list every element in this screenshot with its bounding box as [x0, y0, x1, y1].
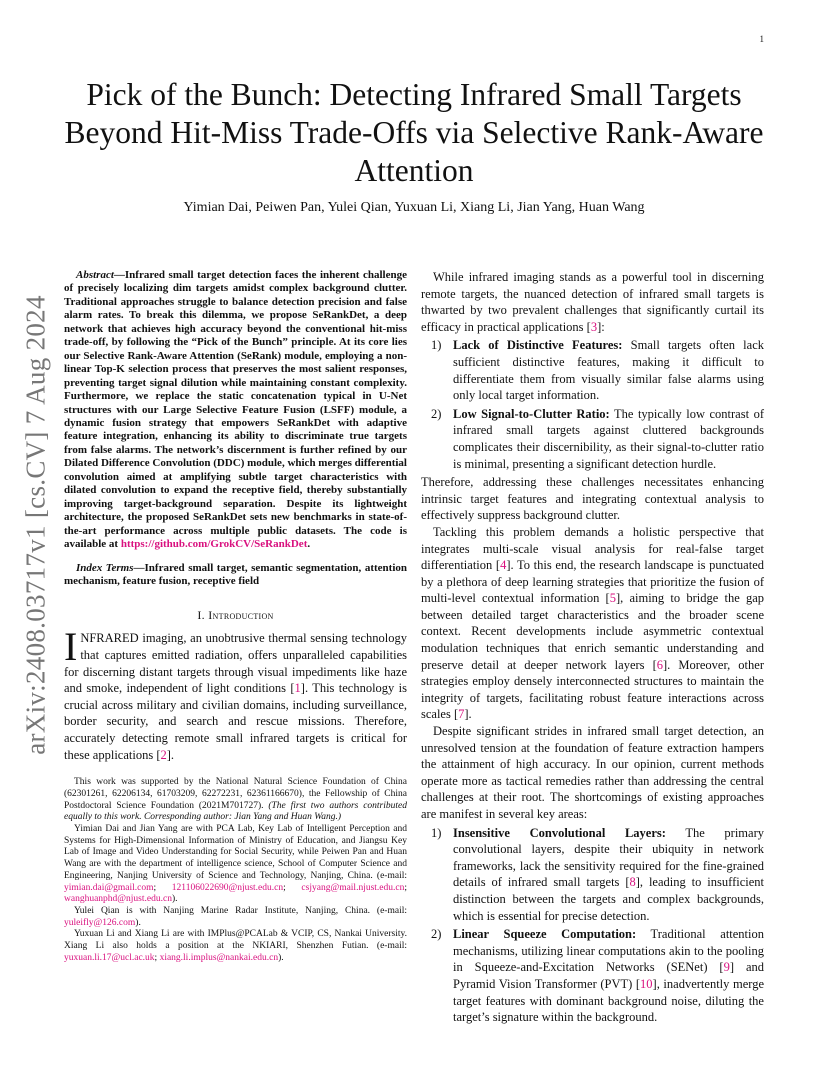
email-link[interactable]: 121106022690@njust.edu.cn: [171, 882, 284, 893]
affiliation-end: ).: [135, 917, 141, 928]
paragraph-text: ].: [464, 707, 472, 722]
list-item-title: Low Signal-to-Clutter Ratio:: [453, 406, 610, 421]
list-item-text: ], inadvertently merge target features with dominant background noise, diluting the target’s signature within the background.: [453, 976, 764, 1025]
paragraph-text: Tackling this problem demands a holistic perspective that integrates multi-scale visual analysis for real-false target differentiation [: [421, 524, 764, 573]
abstract: [64, 269, 407, 552]
affiliation-end: ).: [278, 952, 284, 963]
index-terms-label: Index Terms: [76, 561, 134, 574]
list-item-text: ] and Pyramid Vision Transformer (PVT) [: [453, 960, 764, 991]
footnote-affiliation-3: Yuxuan Li and Xiang Li are with IMPlus@PCALab & VCIP, CS, Nankai University. Xiang Li also holds a position at the NKIARI, Shenzhen Futian. (e-mail: yuxuan.li.17@ucl.ac.uk; xiang.li.implus@nankai.edu.cn).: [64, 929, 407, 963]
affiliation-text: Yuxuan Li and Xiang Li are with IMPlus@PCALab & VCIP, CS, Nankai University. Xiang Li also holds a position at the NKIARI, Shenzhen Futian. (e-mail:: [64, 929, 407, 952]
affiliation-text: Yimian Dai and Jian Yang are with PCA Lab, Key Lab of Intelligent Perception and Systems for High-Dimensional Information of Ministry of Education, and Jiangsu Key Lab of Image and Video Understanding for Social Security, while Peiwen Pan and Huan Wang are with the department of intelligence science, School of Computer Science and Engineering, Nanjing University of Science and Technology, Nanjing, China. (e-mail:: [64, 823, 407, 881]
citation-8[interactable]: 8: [629, 875, 636, 890]
arxiv-watermark: [6, 285, 66, 765]
email-link[interactable]: csjyang@mail.njust.edu.cn: [301, 882, 405, 893]
citation-10[interactable]: 10: [640, 976, 653, 991]
citation-7[interactable]: 7: [458, 707, 465, 722]
abstract-end: .: [307, 538, 311, 551]
email-link[interactable]: wanghuanphd@njust.edu.cn: [64, 894, 172, 905]
list-item-text: ], leading to insufficient distinction between the targets and complex backgrounds, which is essential for precise detection.: [453, 875, 764, 923]
abstract-label: Abstract: [76, 269, 114, 281]
citation-9[interactable]: 9: [723, 960, 730, 975]
arxiv-id: arXiv:2408.03717v1 [cs.CV] 7 Aug 2024: [20, 295, 51, 755]
challenge-list: [421, 337, 764, 472]
index-terms: [64, 562, 407, 589]
citation-3[interactable]: 3: [590, 319, 598, 334]
page-number: 1: [759, 34, 764, 44]
footnotes: [64, 777, 407, 964]
funding-text: This work was supported by the National Natural Science Foundation of China (62301261, 62206134, 61703209, 62272231, 62361166670), the Fellowship of China Postdoctoral Science Foundation (2021M701727).: [64, 777, 407, 811]
section-heading-introduction: [64, 608, 407, 623]
list-item: [421, 406, 764, 472]
section-title: Introduction: [208, 608, 274, 623]
citation-1[interactable]: 1: [294, 681, 301, 696]
list-number: 1): [431, 825, 442, 840]
right-column: [421, 269, 764, 1028]
list-item: [421, 926, 764, 1026]
paragraph-holistic: [421, 524, 764, 723]
equal-contribution-note: (The first two authors contributed equally to this work. Corresponding author: Jian Yang and Huan Wang.): [64, 800, 407, 823]
citation-4[interactable]: 4: [500, 558, 507, 573]
footnote-funding: [64, 777, 407, 824]
intro-paragraph: [64, 624, 407, 763]
paragraph-therefore: Therefore, addressing these challenges necessitates enhancing intrinsic target features and integrating contextual analysis to effectively suppress background clutter.: [421, 475, 764, 523]
list-item-text: The typically low contrast of infrared small targets against cluttered backgrounds complicates their discernibility, as their signal-to-clutter ratio is minimal, presenting a significant detection hurdle.: [453, 406, 764, 471]
section-numeral: I.: [197, 608, 205, 623]
paragraph-challenges: [421, 269, 764, 335]
citation-5[interactable]: 5: [609, 591, 616, 606]
affiliation-end: ).: [171, 894, 178, 905]
abstract-text: —Infrared small target detection faces the inherent challenge of precisely localizing dim targets amidst complex background clutter. Traditional approaches struggle to balance detection precision and false alarm rates. To break this dilemma, we propose SeRankDet, a deep network that achieves high accuracy beyond the conventional hit-miss trade-off, by following the “Pick of the Bunch” principle. At its core lies our Selective Rank-Aware Attention (SeRank) module, employing a non-linear Top-K selection process that preserves the most salient responses, preventing target signal dilution while maintaining constant complexity. Furthermore, we replace the static concatenation typical in U-Net structures with our Large Selective Feature Fusion (LSFF) module, a dynamic fusion strategy that empowers SeRankDet with adaptive feature integration, enhancing its ability to discriminate true targets from false alarms. The network’s discernment is further refined by our Dilated Difference Convolution (DDC) module, which merges differential convolution aimed at amplifying subtle target characteristics with dilated convolution to expand the receptive field, thereby substantially improving target-background separation. Despite its lightweight architecture, the proposed SeRankDet sets new benchmarks in state-of-the-art performance across multiple public datasets. The code is available at: [64, 269, 407, 551]
list-item-text: Traditional attention mechanisms, utilizing linear computations akin to the pooling in Squeeze-and-Excitation Networks (SENet) [: [453, 927, 765, 975]
paragraph-text: While infrared imaging stands as a powerful tool in discerning remote targets, the nuanced detection of infrared small targets is thwarted by two prevalent challenges that significantly curtail its efficacy in practical applications [: [421, 270, 764, 334]
list-item-text: Small targets often lack sufficient distinctive features, making it difficult to differentiate them from visually similar false alarms using only local target information.: [453, 338, 765, 403]
email-link[interactable]: yuxuan.li.17@ucl.ac.uk: [64, 952, 155, 963]
left-column: [64, 269, 407, 964]
paragraph-text: ]:: [597, 319, 605, 334]
list-item-title: Linear Squeeze Computation:: [453, 927, 637, 942]
index-terms-text: —Infrared small target, semantic segmentation, attention mechanism, feature fusion, receptive field: [64, 561, 407, 587]
email-link[interactable]: yimian.dai@gmail.com: [64, 882, 154, 893]
paper-title: Pick of the Bunch: Detecting Infrared Small Targets Beyond Hit-Miss Trade-Offs via Selective Rank-Aware Attention: [64, 77, 764, 188]
dropcap: I: [64, 624, 78, 670]
email-link[interactable]: yuleifly@126.com: [64, 917, 136, 928]
author-list: Yimian Dai, Peiwen Pan, Yulei Qian, Yuxuan Li, Xiang Li, Jian Yang, Huan Wang: [183, 200, 645, 215]
list-item: [421, 337, 764, 403]
list-number: 2): [431, 406, 442, 421]
intro-text-3: ].: [166, 747, 175, 762]
email-link[interactable]: xiang.li.implus@nankai.edu.cn: [159, 952, 279, 963]
paragraph-tension: Despite significant strides in infrared small target detection, an unresolved tension at the foundation of feature extraction hampers the attainment of high accuracy. In our opinion, current methods operate more as tactical remedies rather than addressing the central challenges at their root. The shortcomings of existing approaches are manifest in several key areas:: [421, 724, 764, 821]
list-item-title: Lack of Distinctive Features:: [453, 338, 623, 353]
list-item-text: The primary convolutional layers, despite their ubiquity in network frameworks, lack the sensitivity required for the fine-grained details of infrared small targets [: [453, 825, 764, 890]
list-item-title: Insensitive Convolutional Layers:: [453, 825, 666, 840]
intro-text-2: ]. This technology is crucial across military and civilian domains, including surveillance, border security, and search and rescue missions. Therefore, accurately detecting remote small infrared targets is critical for these applications [: [64, 681, 407, 762]
intro-text-1: NFRARED imaging, an unobtrusive thermal sensing technology that captures emitted radiation, offers unparalleled capabilities for discerning distant targets through visual impediments like haze and smoke, independent of light conditions [: [64, 631, 407, 696]
list-number: 2): [431, 927, 442, 942]
footnote-affiliation-1: Yimian Dai and Jian Yang are with PCA Lab, Key Lab of Intelligent Perception and Systems for High-Dimensional Information of Ministry of Education, and Jiangsu Key Lab of Image and Video Understanding for Social Security, while Peiwen Pan and Huan Wang are with the department of intelligence science, School of Computer Science and Engineering, Nanjing University of Science and Technology, Nanjing, China. (e-mail: yimian.dai@gmail.com; 121106022690@njust.edu.cn; csjyang@mail.njust.edu.cn; wanghuanphd@njust.edu.cn).: [64, 823, 407, 905]
code-link[interactable]: https://github.com/GrokCV/SeRankDet: [120, 538, 308, 551]
citation-6[interactable]: 6: [656, 657, 663, 672]
footnote-affiliation-2: [64, 906, 407, 929]
paragraph-text: ]. Moreover, other strategies employ densely interconnected structures to maintain the integrity of targets, facilitating robust feature interactions across scales [: [421, 657, 764, 722]
list-number: 1): [431, 338, 442, 353]
shortcoming-list: [421, 825, 764, 1026]
paragraph-text: ]. To this end, the research landscape is punctuated by a plethora of deep learning strategies that prioritize the fusion of multi-level contextual information [: [421, 558, 764, 606]
list-item: [421, 825, 764, 925]
paragraph-text: ], aiming to bridge the gap between detailed target characteristics and the broader scene context. Recent developments include asymmetric contextual modulation techniques that enrich semantic understanding and preserve detail at deeper network layers [: [421, 591, 764, 672]
affiliation-text: Yulei Qian is with Nanjing Marine Radar Institute, Nanjing, China. (e-mail:: [74, 905, 407, 916]
citation-2[interactable]: 2: [160, 747, 167, 762]
